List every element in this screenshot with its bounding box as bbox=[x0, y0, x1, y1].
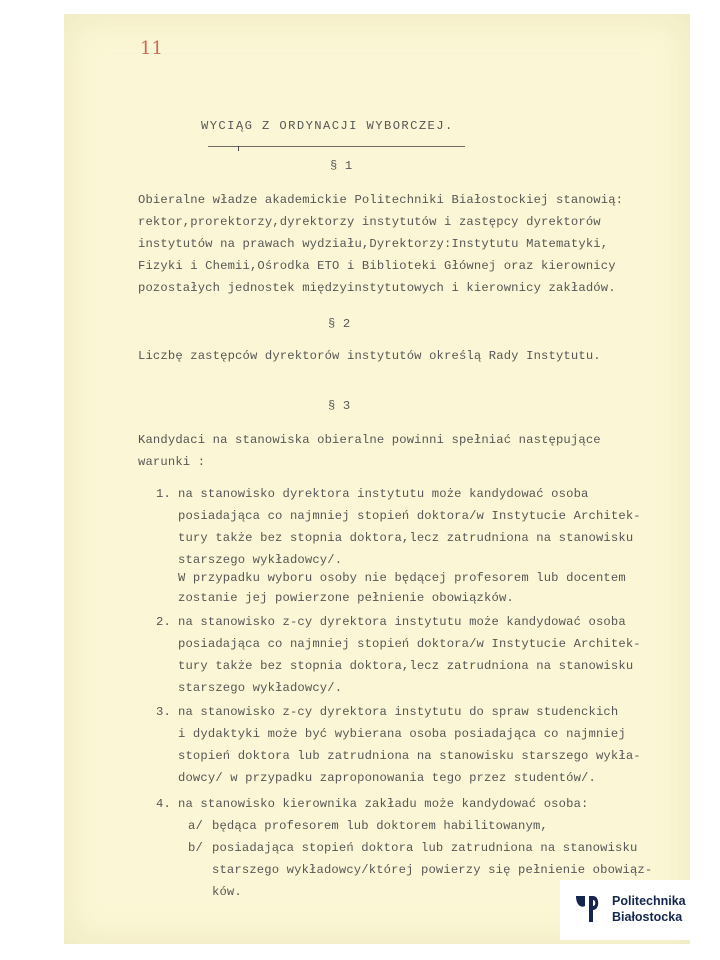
subitem-b-line: posiadająca stopień doktora lub zatrudniona na stanowisku bbox=[212, 841, 638, 855]
subitem-letter: a/ bbox=[188, 819, 203, 833]
section-2-line: Liczbę zastępców dyrektorów instytutów określą Rady Instytutu. bbox=[138, 349, 601, 363]
logo-line-2: Białostocka bbox=[612, 910, 683, 924]
item-2-line: posiadająca co najmniej stopień doktora/w Instytucie Architek- bbox=[178, 637, 641, 651]
item-1-line: posiadająca co najmniej stopień doktora/w Instytucie Architek- bbox=[178, 509, 641, 523]
section-3-mark: § 3 bbox=[328, 399, 351, 413]
item-1-line: tury także bez stopnia doktora,lecz zatrudniona na stanowisku bbox=[178, 531, 634, 545]
item-number: 1. bbox=[156, 487, 171, 501]
politechnika-logo bbox=[560, 880, 710, 940]
item-3-line: dowcy/ w przypadku zaproponowania tego przez studentów/. bbox=[178, 771, 596, 785]
subitem-b-line: ków. bbox=[212, 885, 242, 899]
subitem-b-line: starszego wykładowcy/której powierzy się pełnienie obowiąz- bbox=[212, 863, 653, 877]
item-2-line: starszego wykładowcy/. bbox=[178, 681, 343, 695]
subitem-a-line: będąca profesorem lub doktorem habilitowanym, bbox=[212, 819, 548, 833]
section-1-line: rektor,prorektorzy,dyrektorzy instytutów i zastępcy dyrektorów bbox=[138, 215, 601, 229]
section-1-line: pozostałych jednostek międzyinstytutowych i kierownicy zakładów. bbox=[138, 281, 616, 295]
item-2-line: tury także bez stopnia doktora,lecz zatrudniona na stanowisku bbox=[178, 659, 634, 673]
title-underline bbox=[208, 146, 465, 147]
item-3-line: i dydaktyki może być wybierana osoba posiadająca co najmniej bbox=[178, 727, 626, 741]
section-1-mark: § 1 bbox=[330, 159, 353, 173]
item-1-line: na stanowisko dyrektora instytutu może kandydować osoba bbox=[178, 487, 589, 501]
section-1-line: instytutów na prawach wydziału,Dyrektorzy:Instytutu Matematyki, bbox=[138, 237, 609, 251]
section-1-line: Obieralne władze akademickie Politechniki Białostockiej stanowią: bbox=[138, 193, 624, 207]
section-3-intro-line: Kandydaci na stanowiska obieralne powinni spełniać następujące bbox=[138, 433, 601, 447]
pb-logo-icon bbox=[572, 892, 602, 924]
item-number: 4. bbox=[156, 797, 171, 811]
item-number: 3. bbox=[156, 705, 171, 719]
item-1-line: zostanie jej powierzone pełnienie obowiązków. bbox=[178, 591, 514, 605]
item-3-line: stopień doktora lub zatrudniona na stanowisku starszego wykła- bbox=[178, 749, 641, 763]
item-1-line: W przypadku wyboru osoby nie będącej profesorem lub docentem bbox=[178, 571, 626, 585]
section-1-line: Fizyki i Chemii,Ośrodka ETO i Biblioteki Głównej oraz kierownicy bbox=[138, 259, 616, 273]
section-2-mark: § 2 bbox=[328, 317, 351, 331]
item-2-line: na stanowisko z-cy dyrektora instytutu może kandydować osoba bbox=[178, 615, 626, 629]
title-underline-mark bbox=[238, 146, 239, 151]
item-1-line: starszego wykładowcy/. bbox=[178, 553, 343, 567]
document-title: WYCIĄG Z ORDYNACJI WYBORCZEJ. bbox=[201, 119, 454, 133]
subitem-letter: b/ bbox=[188, 841, 203, 855]
item-number: 2. bbox=[156, 615, 171, 629]
item-4-line: na stanowisko kierownika zakładu może kandydować osoba: bbox=[178, 797, 589, 811]
item-3-line: na stanowisko z-cy dyrektora instytutu do spraw studenckich bbox=[178, 705, 619, 719]
logo-line-1: Politechnika bbox=[612, 894, 686, 908]
handwritten-margin-note: 11 bbox=[140, 38, 163, 59]
section-3-intro-line: warunki : bbox=[138, 455, 206, 469]
